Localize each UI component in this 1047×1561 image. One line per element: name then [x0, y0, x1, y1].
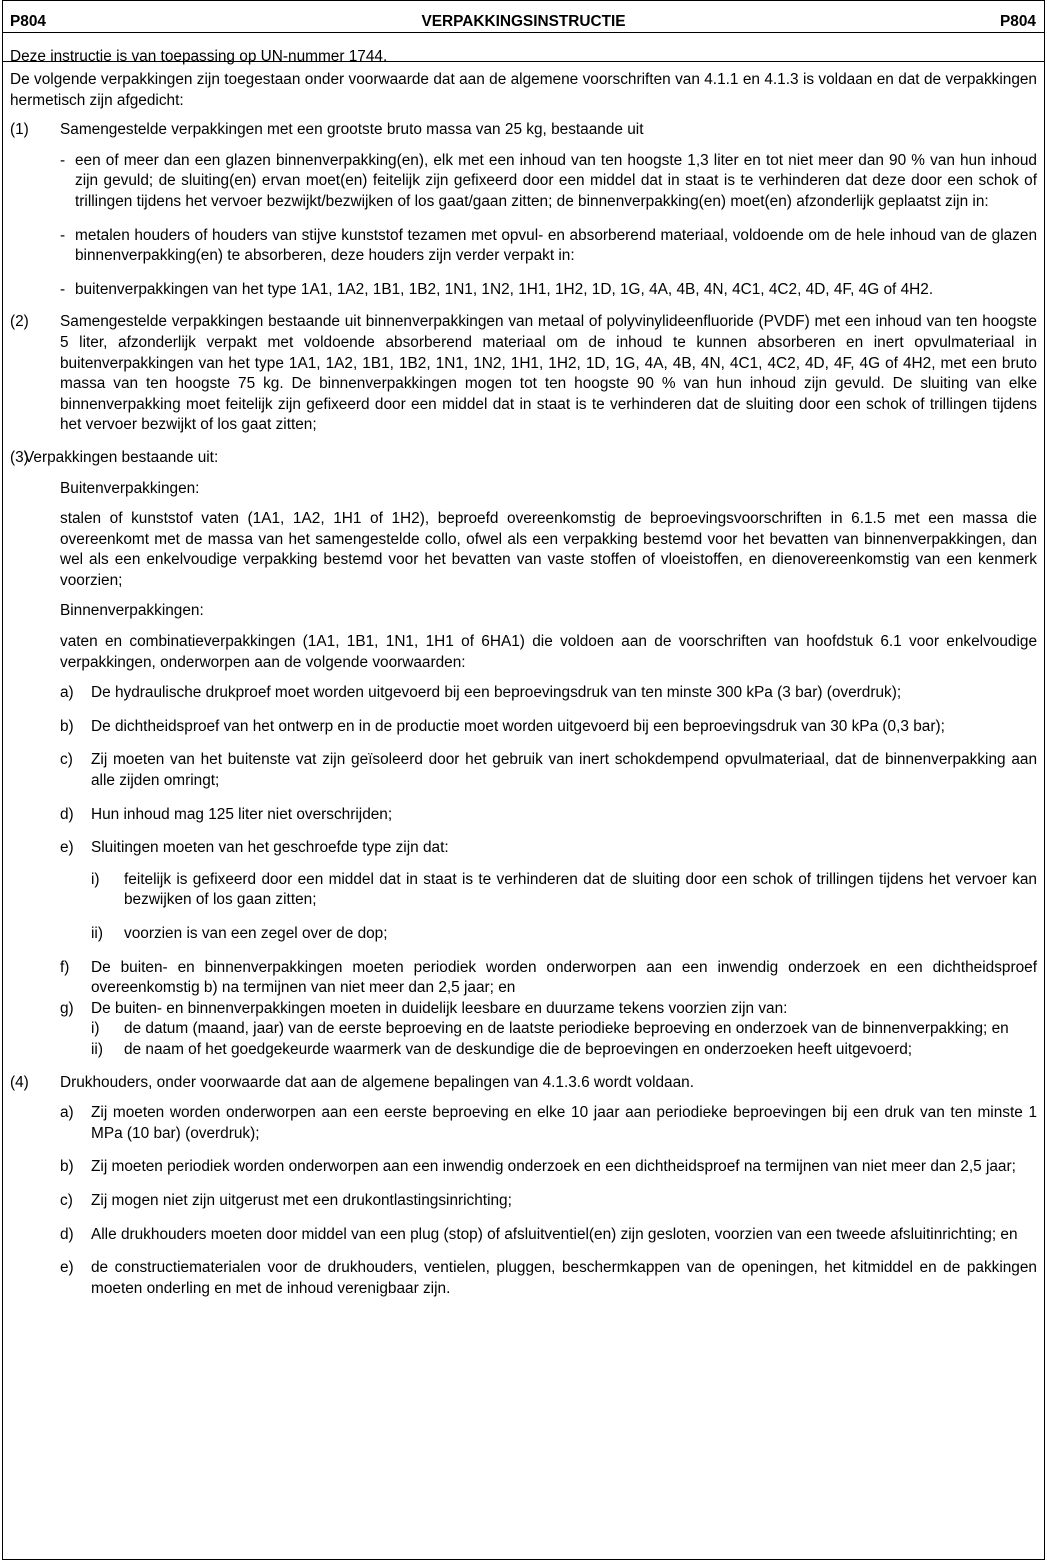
- item-text: Alle drukhouders moeten door middel van een plug (stop) of afsluitventiel(en) zijn gesloten, voorzien van een tweede afsluitinrichting; en: [91, 1225, 1018, 1243]
- applicability-row: [3, 33, 1044, 65]
- condition-item-a: [60, 683, 1037, 704]
- condition-item-e: [60, 838, 1037, 944]
- condition-item-d: [60, 805, 1037, 826]
- section-number: (3): [10, 448, 29, 466]
- item-text: Sluitingen moeten van het geschroefde type zijn dat:: [91, 839, 449, 857]
- dash-text: buitenverpakkingen van het type 1A1, 1A2, 1B1, 1B2, 1N1, 1N2, 1H1, 1H2, 1D, 1G, 4A, 4B, 4N, 4C1, 4C2, 4D, 4F, 4G of 4H2.: [75, 280, 934, 298]
- item-text: Zij mogen niet zijn uitgerust met een drukontlastingsinrichting;: [91, 1191, 512, 1209]
- section-number: (2): [10, 313, 29, 331]
- sub-item-text: de naam of het goedgekeurde waarmerk van de deskundige die de beproevingen en onderzoeken heeft uitgevoerd;: [124, 1040, 913, 1058]
- section-4: [10, 1073, 1037, 1300]
- dash-marker: -: [60, 151, 66, 169]
- dash-marker: -: [60, 226, 66, 244]
- item-marker: g): [60, 999, 74, 1017]
- section-number: (4): [10, 1073, 29, 1091]
- item-text: Zij moeten van het buitenste vat zijn geïsoleerd door het gebruik van inert schokdempend opvulmateriaal, dat de binnenverpakking aan alle zijden omringt;: [91, 751, 1037, 790]
- item-text: De buiten- en binnenverpakkingen moeten periodiek worden onderworpen aan een inwendig onderzoek en een dichtheidsproef overeenkomstig b) na termijnen van niet meer dan 2,5 jaar; en: [91, 958, 1037, 997]
- item-text: Hun inhoud mag 125 liter niet overschrijden;: [91, 805, 393, 823]
- outer-packaging-text: stalen of kunststof vaten (1A1, 1A2, 1H1 of 1H2), beproefd overeenkomstig de beproevingsvoorschriften in 6.1.5 met een massa die overeenkomt met de massa van het samengestelde collo, ofwel als een verpakking bestemd voor het bevatten van binnenverpakkingen, dan wel als een enkelvoudige verpakking bestemd voor het bevatten van vaste stoffen of vloeistoffen, en dienovereenkomstig van een kenmerk voorzien;: [60, 510, 1037, 589]
- section-3: [10, 448, 1037, 1061]
- packing-instruction-page: [2, 0, 1045, 1560]
- sub-item: [91, 924, 1037, 945]
- item-marker: d): [60, 805, 74, 823]
- sub-item-marker: ii): [91, 1040, 103, 1058]
- dash-item: [60, 280, 1037, 301]
- sub-item-marker: i): [91, 870, 100, 888]
- item-text: Zij moeten worden onderworpen aan een eerste beproeving en elke 10 jaar aan periodieke beproevingen bij een druk van ten minste 1 MPa (10 bar) (overdruk);: [91, 1104, 1037, 1142]
- condition-item-g: [60, 999, 1037, 1061]
- item-marker: a): [60, 1104, 74, 1122]
- sub-item: [91, 870, 1037, 911]
- instruction-code-right: P804: [1000, 13, 1036, 30]
- item-marker: d): [60, 1225, 74, 1243]
- inner-packaging-label: Binnenverpakkingen:: [60, 602, 204, 620]
- dash-marker: -: [60, 280, 66, 298]
- sub-item: [91, 1040, 1037, 1061]
- item-marker: c): [60, 1191, 73, 1209]
- sub-item-marker: i): [91, 1020, 100, 1038]
- item-text: De buiten- en binnenverpakkingen moeten in duidelijk leesbare en duurzame tekens voorzien zijn van:: [91, 999, 788, 1017]
- sub-item-text: de datum (maand, jaar) van de eerste beproeving en de laatste periodieke beproeving en onderzoek van de binnenverpakking; en: [124, 1020, 1009, 1038]
- section-lead: Samengestelde verpakkingen met een grootste bruto massa van 25 kg, bestaande uit: [60, 121, 644, 139]
- instruction-code-left: P804: [10, 13, 46, 30]
- sub-item-text: voorzien is van een zegel over de dop;: [124, 925, 388, 942]
- sub-item-text: feitelijk is gefixeerd door een middel dat in staat is te verhinderen dat de sluiting door een schok of trillingen tijdens het vervoer kan bezwijken of los gaan zitten;: [124, 870, 1037, 909]
- pressure-item-d: [60, 1225, 1037, 1246]
- instruction-body: [3, 62, 1044, 1299]
- item-marker: a): [60, 684, 74, 702]
- instruction-title: VERPAKKINGSINSTRUCTIE: [421, 13, 626, 30]
- applicability-text: Deze instructie is van toepassing op UN-nummer 1744.: [10, 48, 388, 65]
- intro-paragraph: De volgende verpakkingen zijn toegestaan onder voorwaarde dat aan de algemene voorschriften van 4.1.1 en 4.1.3 is voldaan en dat de verpakkingen hermetisch zijn afgedicht:: [10, 71, 1037, 109]
- inner-packaging-text: vaten en combinatieverpakkingen (1A1, 1B1, 1N1, 1H1 of 6HA1) die voldoen aan de voorschriften van hoofdstuk 6.1 voor enkelvoudige verpakkingen, onderworpen aan de volgende voorwaarden:: [60, 633, 1037, 671]
- pressure-item-e: [60, 1258, 1037, 1299]
- section-number: (1): [10, 121, 29, 139]
- sub-item: [91, 1019, 1037, 1040]
- condition-item-c: [60, 750, 1037, 791]
- item-text: Zij moeten periodiek worden onderworpen aan een inwendig onderzoek en een dichtheidsproef na termijnen van niet meer dan 2,5 jaar;: [91, 1158, 1016, 1176]
- section-2: [10, 312, 1037, 436]
- section-1: [10, 120, 1037, 300]
- section-text: Samengestelde verpakkingen bestaande uit binnenverpakkingen van metaal of polyvinylideenfluoride (PVDF) met een inhoud van ten hoogste 5 liter, afzonderlijk verpakt met voldoende absorberend materiaal om de inhoud te kunnen absorberen en inert opvulmateriaal in buitenverpakkingen van het type 1A1, 1A2, 1B1, 1B2, 1N1, 1N2, 1H1, 1H2, 1D, 1G, 4A, 4B, 4N, 4C1, 4C2, 4D, 4F, 4G of 4H2, met een bruto massa van ten hoogste 75 kg. De binnenverpakkingen mogen tot ten hoogste 90 % van hun inhoud zijn gevuld. De sluiting van elke binnenverpakking moet feitelijk zijn gefixeerd door een middel dat in staat is te verhinderen dat de sluiting door een schok of trillingen tijdens het vervoer bezwijkt of los gaat zitten;: [60, 313, 1037, 434]
- item-marker: f): [60, 958, 70, 976]
- pressure-item-c: [60, 1191, 1037, 1212]
- pressure-item-a: [60, 1103, 1037, 1144]
- item-marker: b): [60, 1158, 74, 1176]
- sub-item-marker: ii): [91, 925, 103, 942]
- item-marker: e): [60, 839, 74, 857]
- pressure-item-b: [60, 1157, 1037, 1178]
- condition-item-b: [60, 717, 1037, 738]
- item-text: De hydraulische drukproef moet worden uitgevoerd bij een beproevingsdruk van ten minste 300 kPa (3 bar) (overdruk);: [91, 684, 902, 702]
- item-text: de constructiematerialen voor de drukhouders, ventielen, pluggen, beschermkappen van de openingen, het kitmiddel en de pakkingen moeten onderling en met de inhoud verenigbaar zijn.: [91, 1259, 1037, 1297]
- dash-text: een of meer dan een glazen binnenverpakking(en), elk met een inhoud van ten hoogste 1,3 liter en tot niet meer dan 90 % van hun inhoud zijn gevuld; de sluiting(en) ervan moet(en) feitelijk zijn gefixeerd door een middel dat in staat is te verhinderen dat deze door een schok of trillingen tijdens het vervoer bezwijkt/bezwijken of los gaat/gaan zitten; de binnenverpakking(en) moet(en) afzonderlijk geplaatst zijn in:: [75, 151, 1037, 210]
- dash-item: [60, 151, 1037, 213]
- dash-item: [60, 226, 1037, 267]
- outer-packaging-label: Buitenverpakkingen:: [60, 479, 200, 497]
- dash-text: metalen houders of houders van stijve kunststof tezamen met opvul- en absorberend materiaal, voldoende om de hele inhoud van de glazen binnenverpakking(en) te absorberen, deze houders zijn verder verpakt in:: [75, 226, 1037, 265]
- item-text: De dichtheidsproef van het ontwerp en in de productie moet worden uitgevoerd bij een beproevingsdruk van 30 kPa (0,3 bar);: [91, 717, 945, 735]
- item-marker: e): [60, 1259, 74, 1277]
- instruction-header: [3, 1, 1044, 33]
- section-lead: Verpakkingen bestaande uit:: [24, 448, 219, 466]
- section-lead: Drukhouders, onder voorwaarde dat aan de algemene bepalingen van 4.1.3.6 wordt voldaan.: [60, 1073, 695, 1091]
- item-marker: b): [60, 717, 74, 735]
- item-marker: c): [60, 751, 73, 769]
- condition-item-f: [60, 958, 1037, 999]
